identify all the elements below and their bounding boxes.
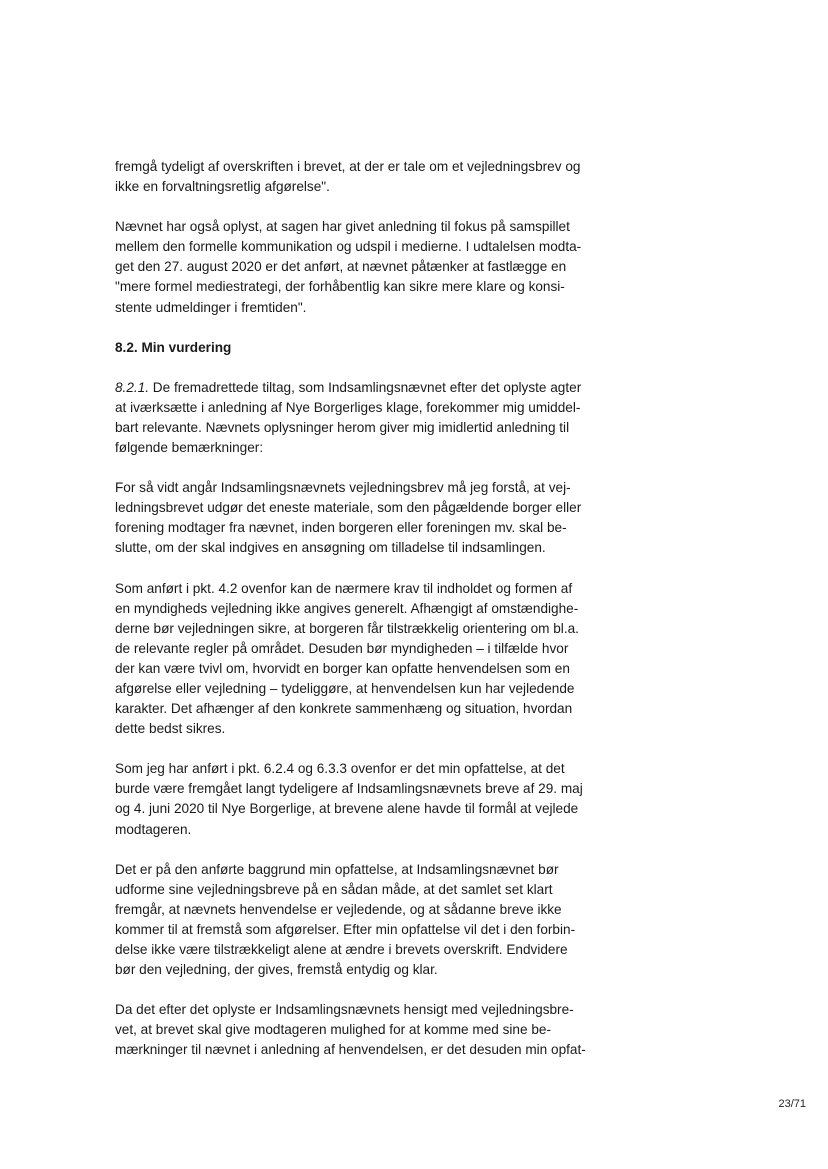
section-number: 8.2.1. [115,379,150,395]
page-number: 23/71 [778,1098,806,1110]
text-line: get den 27. august 2020 er det anført, at nævnet påtænker at fastlægge en [115,259,567,275]
text-line: mærkninger til nævnet i anledning af henvendelsen, er det desuden min opfat- [115,1042,586,1058]
text-line: dette bedst sikres. [115,721,226,737]
text-line: bart relevante. Nævnets oplysninger herom giver mig imidlertid anledning til [115,419,570,435]
text-line: derne bør vejledningen sikre, at borgeren får tilstrækkelig orientering om bl.a. [115,620,579,636]
text-line: Det er på den anførte baggrund min opfattelse, at Indsamlingsnævnet bør [115,861,559,877]
text-line: udforme sine vejledningsbreve på en sådan måde, at det samlet set klart [115,881,553,897]
paragraph [115,579,600,740]
text-line: mellem den formelle kommunikation og udspil i medierne. I udtalelsen modta- [115,239,582,255]
text-line: en myndigheds vejledning ikke angives generelt. Afhængigt af omstændighe- [115,600,579,616]
text-line: og 4. juni 2020 til Nye Borgerlige, at brevene alene havde til formål at vejlede [115,801,579,817]
text-line-rest: De fremadrettede tiltag, som Indsamlingsnævnet efter det oplyste agter [149,379,582,395]
text-line: forening modtager fra nævnet, inden borgeren eller foreningen mv. skal be- [115,520,567,536]
text-line: vet, at brevet skal give modtageren mulighed for at komme med sine be- [115,1022,551,1038]
paragraph [115,478,600,558]
text-line: Da det efter det oplyste er Indsamlingsnævnets hensigt med vejledningsbre- [115,1002,574,1018]
text-line: fremgår, at nævnets henvendelse er vejledende, og at sådanne breve ikke [115,901,562,917]
text-line: der kan være tvivl om, hvorvidt en borger kan opfatte henvendelsen som en [115,660,570,676]
text-line: fremgå tydeligt af overskriften i brevet, at der er tale om et vejledningsbrev og [115,159,581,174]
text-line: modtageren. [115,821,192,837]
text-line: karakter. Det afhænger af den konkrete sammenhæng og situation, hvordan [115,701,573,717]
text-line: burde være fremgået langt tydeligere af Indsamlingsnævnets breve af 29. maj [115,781,583,797]
section-heading: 8.2. Min vurdering [115,339,232,355]
text-line: delse ikke være tilstrækkeligt alene at ændre i brevets overskrift. Endvidere [115,942,568,957]
text-line: at iværksætte i anledning af Nye Borgerliges klage, forekommer mig umiddel- [115,399,581,415]
paragraph [115,217,600,317]
text-line: For så vidt angår Indsamlingsnævnets vejledningsbrev må jeg forstå, at vej- [115,480,571,496]
text-line: "mere formel mediestrategi, der forhåbentlig kan sikre mere klare og konsi- [115,279,565,295]
text-line: kommer til at fremstå som afgørelser. Efter min opfattelse vil det i den forbin- [115,921,576,937]
text-line: bør den vejledning, der gives, fremstå entydig og klar. [115,962,438,978]
paragraph [115,759,600,839]
text-line [115,378,600,398]
paragraph [115,157,600,197]
text-line: følgende bemærkninger: [115,440,264,456]
text-line: Som anført i pkt. 4.2 ovenfor kan de nærmere krav til indholdet og formen af [115,580,573,596]
text-line: ikke en forvaltningsretlig afgørelse". [115,179,330,195]
paragraph [115,860,600,981]
text-line: slutte, om der skal indgives en ansøgning om tilladelse til indsamlingen. [115,540,546,556]
text-line: afgørelse eller vejledning – tydeliggøre, at henvendelsen kun har vejledende [115,680,575,696]
text-line: stente udmeldinger i fremtiden". [115,299,307,315]
paragraph [115,378,600,458]
body-text [115,157,600,1080]
paragraph [115,1000,600,1060]
text-line: Nævnet har også oplyst, at sagen har givet anledning til fokus på samspillet [115,219,570,235]
text-line: Som jeg har anført i pkt. 6.2.4 og 6.3.3 ovenfor er det min opfattelse, at det [115,761,565,777]
text-line: ledningsbrevet udgør det eneste materiale, som den pågældende borger eller [115,500,582,516]
text-line: de relevante regler på området. Desuden bør myndigheden – i tilfælde hvor [115,640,569,656]
